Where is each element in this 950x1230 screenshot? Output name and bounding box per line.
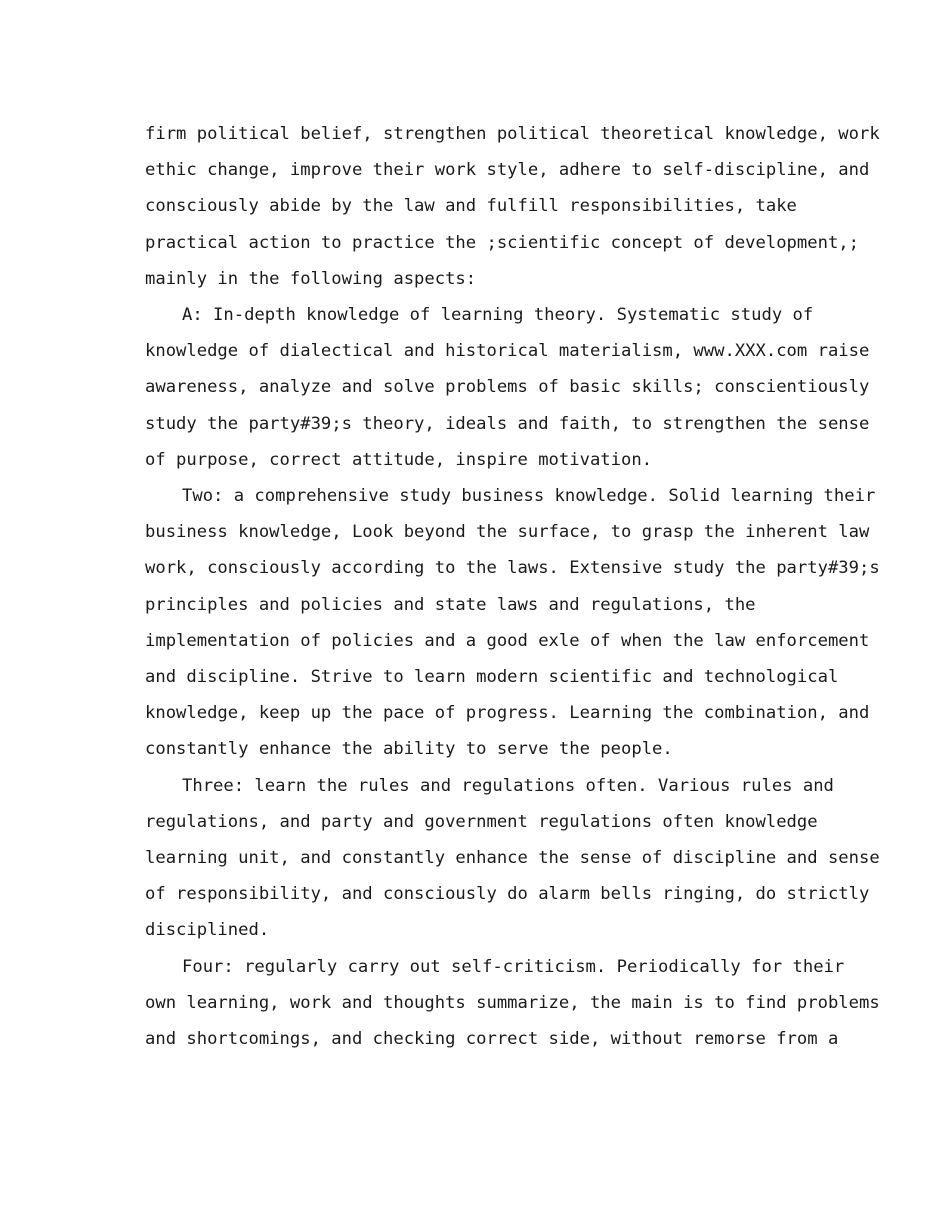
text-line: knowledge, keep up the pace of progress. Learning the combination, and (145, 703, 870, 724)
text-line: Three: learn the rules and regulations often. Various rules and (182, 775, 834, 796)
paragraph-four (145, 949, 880, 1058)
text-line: and discipline. Strive to learn modern scientific and technological (145, 667, 839, 688)
text-line: consciously abide by the law and fulfill responsibilities, take (145, 196, 797, 217)
text-line: work, consciously according to the laws. Extensive study the party#39;s (145, 558, 880, 579)
text-line: learning unit, and constantly enhance the sense of discipline and sense (145, 848, 880, 869)
text-line: Two: a comprehensive study business knowledge. Solid learning their (182, 486, 876, 507)
text-line: business knowledge, Look beyond the surface, to grasp the inherent law (145, 522, 870, 543)
text-line: regulations, and party and government regulations often knowledge (145, 811, 818, 832)
paragraph-two (145, 478, 880, 768)
paragraph-a (145, 297, 870, 478)
paragraph-three (145, 768, 880, 949)
text-line: and shortcomings, and checking correct side, without remorse from a (145, 1029, 839, 1050)
text-line: disciplined. (145, 920, 270, 941)
paragraph-intro (145, 116, 880, 297)
text-line: awareness, analyze and solve problems of basic skills; conscientiously (145, 377, 870, 398)
text-line: A: In-depth knowledge of learning theory. Systematic study of (182, 305, 814, 326)
text-line: mainly in the following aspects: (145, 268, 477, 289)
text-line: own learning, work and thoughts summarize, the main is to find problems (145, 992, 880, 1013)
text-line: implementation of policies and a good exle of when the law enforcement (145, 630, 870, 651)
text-line: of responsibility, and consciously do alarm bells ringing, do strictly (145, 884, 870, 905)
text-line: firm political belief, strengthen political theoretical knowledge, work (145, 124, 880, 144)
text-line: of purpose, correct attitude, inspire motivation. (145, 449, 653, 470)
text-line: principles and policies and state laws and regulations, the (145, 594, 756, 615)
text-line: constantly enhance the ability to serve the people. (145, 739, 673, 760)
document-body (145, 116, 880, 1057)
text-line: study the party#39;s theory, ideals and faith, to strengthen the sense (145, 413, 870, 434)
text-line: ethic change, improve their work style, adhere to self-discipline, and (145, 160, 870, 181)
text-line: practical action to practice the ;scientific concept of development,; (145, 232, 859, 253)
text-line: Four: regularly carry out self-criticism. Periodically for their (182, 956, 845, 977)
text-line: knowledge of dialectical and historical materialism, www.XXX.com raise (145, 341, 870, 362)
